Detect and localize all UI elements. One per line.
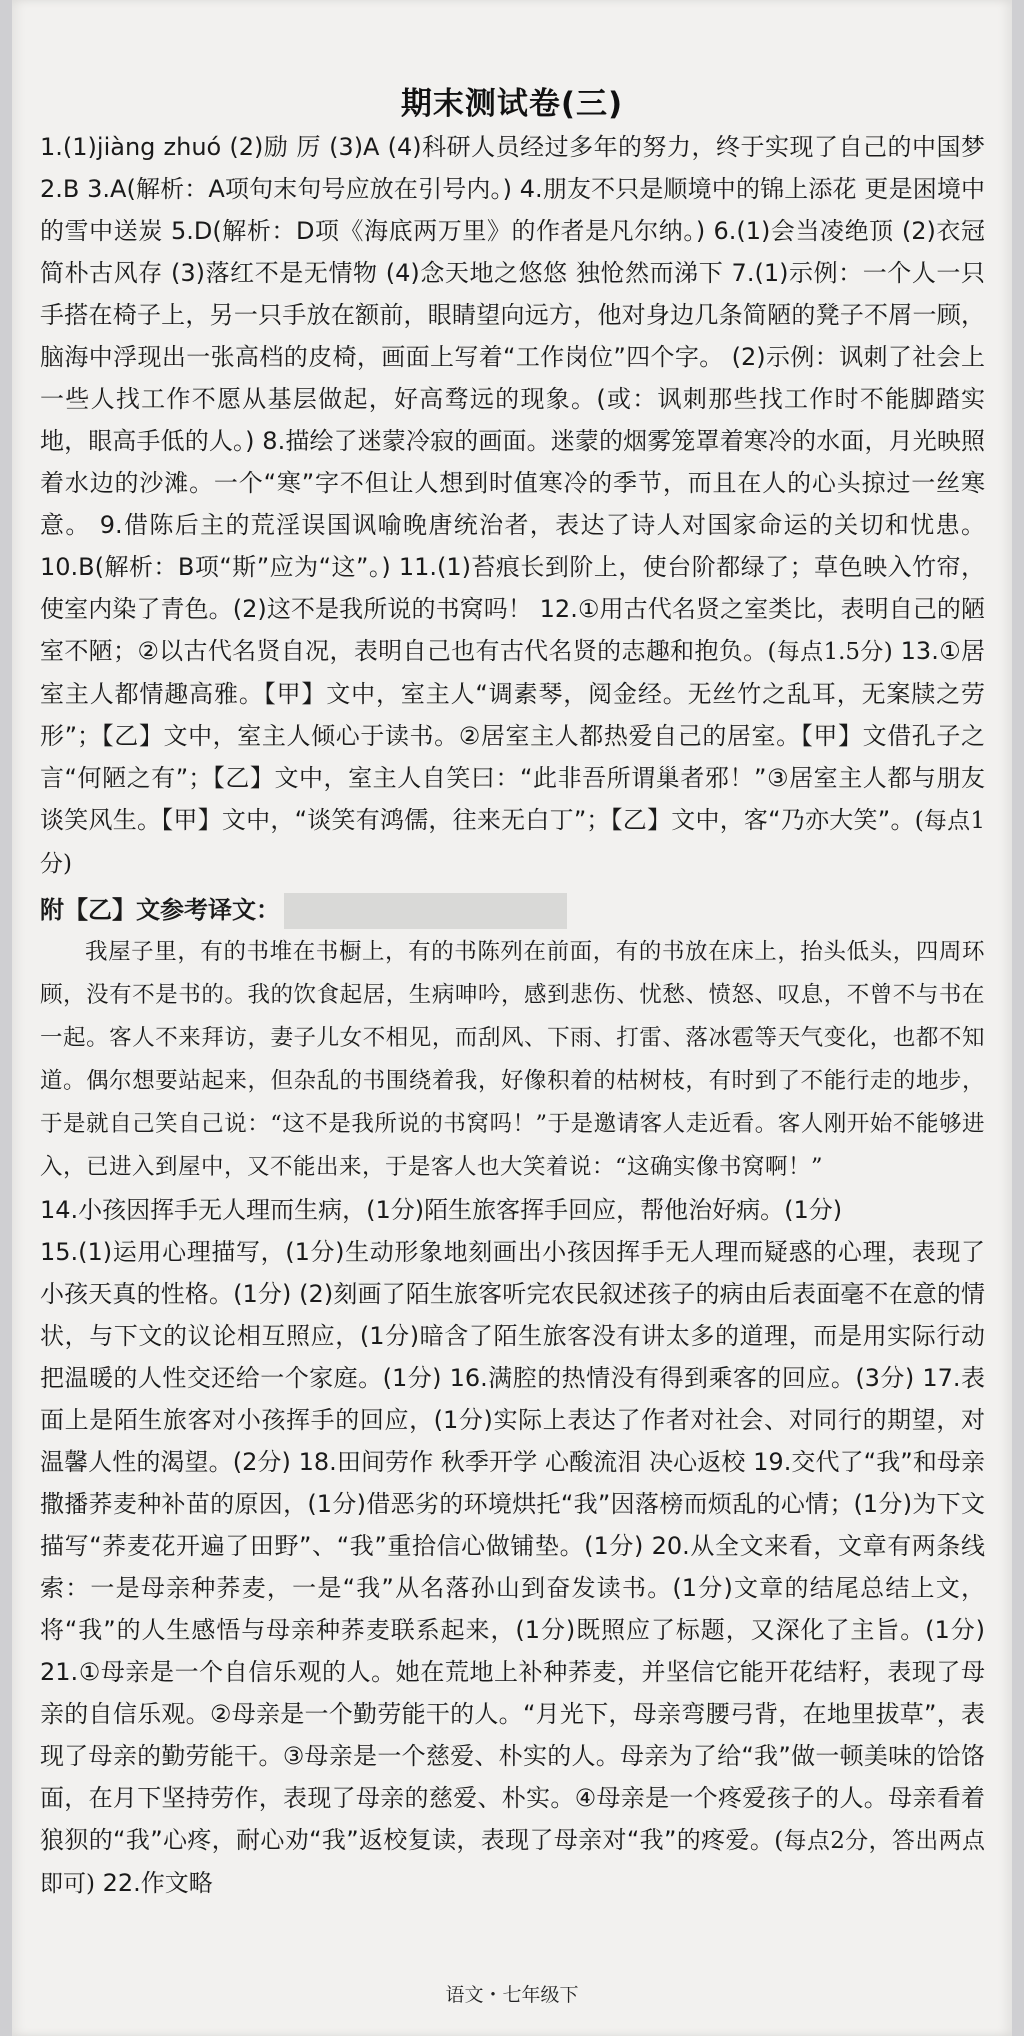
page-footer: 语文・七年级下 — [445, 1984, 579, 2006]
translation-heading — [40, 889, 985, 931]
answer-body — [40, 126, 985, 1905]
reference-translation: 我屋子里，有的书堆在书橱上，有的书陈列在前面，有的书放在床上，抬头低头，四周环顾，没有不是书的。我的饮食起居，生病呻吟，感到悲伤、忧愁、愤怒、叹息，不曾不与书在一起。客人不来拜访，妻子儿女不相见，而刮风、下雨、打雷、落冰雹等天气变化，也都不知道。偶尔想要站起来，但杂乱的书围绕着我，好像积着的枯树枝，有时到了不能行走的地步，于是就自己笑自己说：“这不是我所说的书窝吗！”于是邀请客人走近看。客人刚开始不能够进入，已进入到屋中，又不能出来，于是客人也大笑着说：“这确实像书窝啊！” — [40, 939, 985, 1180]
answers-15-21: 15.(1)运用心理描写，(1分)生动形象地刻画出小孩因挥手无人理而疑惑的心理，表现了小孩天真的性格。(1分) (2)刻画了陌生旅客听完农民叙述孩子的病由后表面毫不在意的情状，与下文的议论相互照应，(1分)暗含了陌生旅客没有讲太多的道理，而是用实际行动把温暖的人性交还给一个家庭。(1分) 16.满腔的热情没有得到乘客的回应。(3分) 17.表面上是陌生旅客对小孩挥手的回应，(1分)实际上表达了作者对社会、对同行的期望，对温馨人性的渴望。(2分) 18.田间劳作 秋季开学 心酸流泪 决心返校 19.交代了“我”和母亲撒播荞麦种补苗的原因，(1分)借恶劣的环境烘托“我”因落榜而烦乱的心情；(1分)为下文描写“荞麦花开遍了田野”、“我”重拾信心做铺垫。(1分) 20.从全文来看，文章有两条线索：一是母亲种荞麦，一是“我”从名落孙山到奋发读书。(1分)文章的结尾总结上文，将“我”的人生感悟与母亲种荞麦联系起来，(1分)既照应了标题，又深化了主旨。(1分) 21.①母亲是一个自信乐观的人。她在荒地上补种荞麦，并坚信它能开花结籽，表现了母亲的自信乐观。②母亲是一个勤劳能干的人。“月光下，母亲弯腰弓背，在地里拔草”，表现了母亲的勤劳能干。③母亲是一个慈爱、朴实的人。母亲为了给“我”做一顿美味的饸饹面，在月下坚持劳作，表现了母亲的慈爱、朴实。④母亲是一个疼爱孩子的人。母亲看着狼狈的“我”心疼，耐心劝“我”返校复读，表现了母亲对“我”的疼爱。 — [40, 1238, 985, 1854]
score-note: (每点2分，答出两点即可) — [40, 1828, 985, 1897]
answer-14: 14.小孩因挥手无人理而生病，(1分)陌生旅客挥手回应，帮他治好病。(1分) — [40, 1196, 843, 1224]
answer-22: 22.作文略 — [94, 1869, 213, 1897]
redacted-block — [284, 893, 567, 929]
score-note: (每点1分) — [40, 808, 986, 877]
page-title: 期末测试卷(三) — [400, 86, 624, 122]
answers-section-1 — [40, 126, 985, 885]
answer-13: 13.①居室主人都情趣高雅。【甲】文中，室主人“调素琴，阅金经。无丝竹之乱耳，无案牍之劳形”；【乙】文中，室主人倾心于读书。②居室主人都热爱自己的居室。【甲】文借孔子之言“何陋之有”；【乙】文中，室主人自笑曰：“此非吾所谓巢者邪！”③居室主人都与朋友谈笑风生。【甲】文中，“谈笑有鸿儒，往来无白丁”；【乙】文中，客“乃亦大笑”。 — [40, 637, 985, 834]
answers-1-13: 1.(1)jiàng zhuó (2)励 厉 (3)A (4)科研人员经过多年的努力，终于实现了自己的中国梦 2.B 3.A(解析：A项句末句号应放在引号内。) 4.朋友不只是顺境中的锦上添花 更是困境中的雪中送炭 5.D(解析：D项《海底两万里》的作者是凡尔纳。) 6.(1)会当凌绝顶 (2)衣冠简朴古风存 (3)落红不是无情物 (4)念天地之悠悠 独怆然而涕下 7.(1)示例：一个人一只手搭在椅子上，另一只手放在额前，眼睛望向远方，他对身边几条简陋的凳子不屑一顾，脑海中浮现出一张高档的皮椅，画面上写着“工作岗位”四个字。 (2)示例：讽刺了社会上一些人找工作不愿从基层做起，好高骛远的现象。(或：讽刺那些找工作时不能脚踏实地，眼高手低的人。) 8.描绘了迷蒙冷寂的画面。迷蒙的烟雾笼罩着寒冷的水面，月光映照着水边的沙滩。一个“寒”字不但让人想到时值寒冷的季节，而且在人的心头掠过一丝寒意。 9.借陈后主的荒淫误国讽喻晚唐统治者，表达了诗人对国家命运的关切和忧患。 10.B(解析：B项“斯”应为“这”。) 11.(1)苔痕长到阶上，使台阶都绿了；草色映入竹帘，使室内染了青色。(2)这不是我所说的书窝吗！ 12.①用古代名贤之室类比，表明自己的陋室不陋；②以古代名贤自况，表明自己也有古代名贤的志趣和抱负。 — [40, 133, 985, 665]
answers-section-2 — [40, 1231, 985, 1905]
translation-label: 附【乙】文参考译文： — [40, 896, 280, 924]
score-note: (每点1.5分) — [767, 639, 893, 665]
